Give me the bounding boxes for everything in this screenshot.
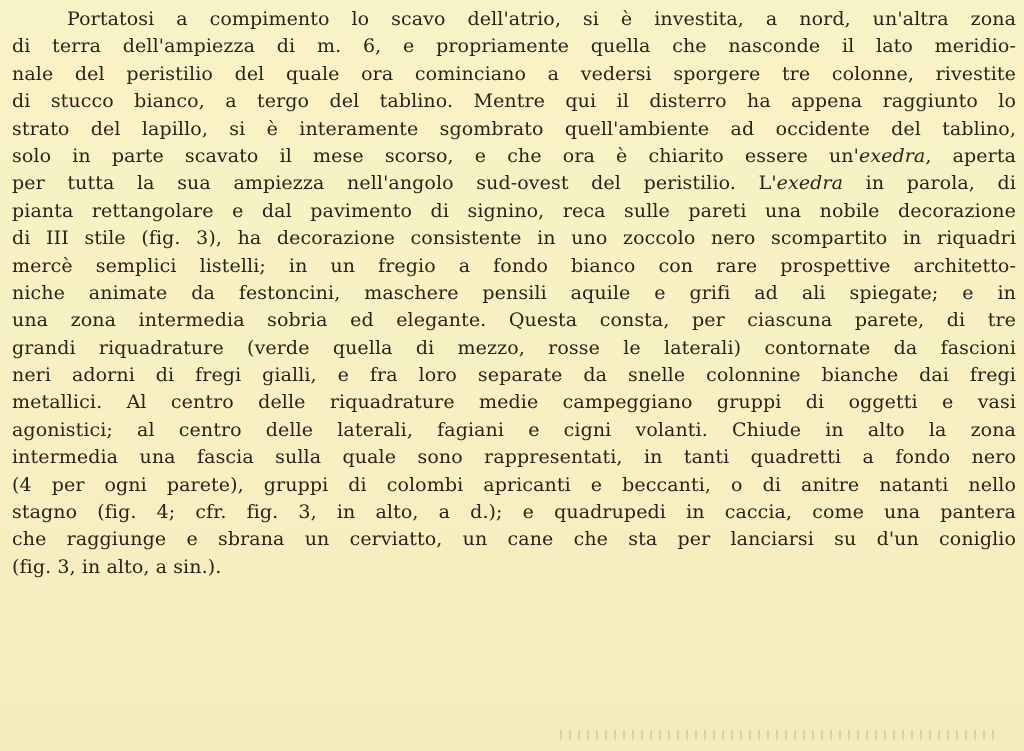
- text-segment: di stucco bianco, a tergo del tablino. Mentre qui il disterro ha appena raggiunto lo: [12, 90, 1016, 113]
- italic-term: exedra: [776, 172, 844, 195]
- text-line-18: [12, 472, 1016, 499]
- text-line-7: [12, 170, 1016, 197]
- text-line-21: [12, 554, 1016, 581]
- text-line-12: [12, 307, 1016, 334]
- text-line-14: [12, 362, 1016, 389]
- text-segment: di III stile (fig. 3), ha decorazione consistente in uno zoccolo nero scompartito in riquadri: [12, 227, 1016, 250]
- text-line-19: [12, 499, 1016, 526]
- text-segment: per tutta la sua ampiezza nell'angolo sud-ovest del peristilio. L': [12, 172, 777, 195]
- text-segment: pianta rettangolare e dal pavimento di signino, reca sulle pareti una nobile decorazione: [12, 199, 1016, 222]
- text-segment: in parola, di: [843, 172, 1016, 195]
- text-line-4: [12, 88, 1016, 115]
- text-segment: (4 per ogni parete), gruppi di colombi apricanti e beccanti, o di anitre natanti nello: [12, 473, 1016, 496]
- text-segment: strato del lapillo, si è interamente sgombrato quell'ambiente ad occidente del tablino,: [12, 117, 1016, 140]
- text-segment: metallici. Al centro delle riquadrature medie campeggiano gruppi di oggetti e vasi: [12, 391, 1016, 414]
- text-segment: (fig. 3, in alto, a sin.).: [12, 555, 222, 578]
- text-line-3: [12, 61, 1016, 88]
- text-segment: niche animate da festoncini, maschere pensili aquile e grifi ad ali spiegate; e in: [12, 281, 1016, 304]
- text-line-20: [12, 526, 1016, 553]
- text-segment: grandi riquadrature (verde quella di mezzo, rosse le laterali) contornate da fascioni: [12, 336, 1016, 359]
- text-line-10: [12, 253, 1016, 280]
- text-line-6: [12, 143, 1016, 170]
- body-paragraph: [12, 6, 1016, 581]
- text-segment: che raggiunge e sbrana un cerviatto, un cane che sta per lanciarsi su d'un coniglio: [12, 528, 1016, 551]
- text-segment: intermedia una fascia sulla quale sono rappresentati, in tanti quadretti a fondo nero: [12, 446, 1016, 469]
- text-line-2: [12, 33, 1016, 60]
- text-segment: , aperta: [925, 144, 1016, 167]
- text-line-1: [12, 6, 1016, 33]
- text-segment: una zona intermedia sobria ed elegante. Questa consta, per ciascuna parete, di tre: [12, 309, 1016, 332]
- text-line-9: [12, 225, 1016, 252]
- text-segment: neri adorni di fregi gialli, e fra loro separate da snelle colonnine bianche dai fregi: [12, 364, 1016, 387]
- italic-term: exedra: [858, 144, 926, 167]
- text-line-17: [12, 444, 1016, 471]
- text-line-8: [12, 198, 1016, 225]
- text-segment: solo in parte scavato il mese scorso, e che ora è chiarito essere un': [12, 144, 859, 167]
- text-segment: di terra dell'ampiezza di m. 6, e propriamente quella che nasconde il lato meridio-: [12, 35, 1016, 58]
- text-line-15: [12, 389, 1016, 416]
- text-segment: agonistici; al centro delle laterali, fagiani e cigni volanti. Chiude in alto la zona: [12, 418, 1016, 441]
- text-segment: nale del peristilio del quale ora cominciano a vedersi sporgere tre colonne, rivestite: [12, 62, 1016, 85]
- text-line-5: [12, 116, 1016, 143]
- text-line-11: [12, 280, 1016, 307]
- text-line-13: [12, 335, 1016, 362]
- text-segment: mercè semplici listelli; in un fregio a fondo bianco con rare prospettive architetto-: [12, 254, 1016, 277]
- show-through-artifact: [560, 730, 1000, 740]
- text-segment: stagno (fig. 4; cfr. fig. 3, in alto, a d.); e quadrupedi in caccia, come una pantera: [12, 501, 1016, 524]
- text-segment: Portatosi a compimento lo scavo dell'atrio, si è investita, a nord, un'altra zona: [67, 8, 1016, 30]
- text-line-16: [12, 417, 1016, 444]
